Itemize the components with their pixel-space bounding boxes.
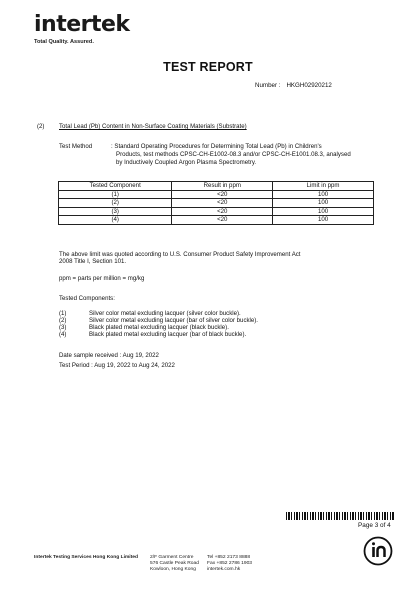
report-title: TEST REPORT (163, 60, 253, 74)
component-text: Black plated metal excluding lacquer (black buckle). (89, 324, 229, 331)
component-number: (1) (59, 310, 67, 317)
section-heading: Total Lead (Pb) Content in Non-Surface Coating Materials (Substrate) (59, 123, 247, 130)
results-table (58, 181, 374, 225)
table-row (59, 199, 374, 208)
component-text: Black plated metal excluding lacquer (bar of black buckle). (89, 331, 247, 338)
footer-contact-line: Tel +852 2173 8888 (207, 555, 251, 560)
date-received: Date sample received : Aug 19, 2022 (59, 352, 159, 359)
limit-note-line-1: The above limit was quoted according to U.S. Consumer Product Safety Improvement Act (59, 251, 301, 258)
test-method-line-1: : Standard Operating Procedures for Determining Total Lead (Pb) in Children's (111, 143, 322, 150)
table-cell: 100 (273, 199, 374, 208)
table-cell: <20 (172, 207, 273, 216)
table-header-cell: Limit in ppm (273, 182, 374, 191)
intertek-badge-icon (363, 536, 393, 571)
footer-address-line: 576 Castle Peak Road (150, 561, 199, 566)
component-number: (4) (59, 331, 67, 338)
component-number: (3) (59, 324, 67, 331)
test-method-line-2: Products, test methods CPSC-CH-E1002-08.3 and/or CPSC-CH-E1001.08.3, analysed (116, 151, 351, 158)
test-method-label: Test Method (59, 143, 93, 150)
footer-contact (207, 555, 252, 573)
report-number (255, 82, 332, 89)
table-header-row (59, 182, 374, 191)
component-text: Silver color metal excluding lacquer (silver color buckle). (89, 310, 241, 317)
component-number: (2) (59, 317, 67, 324)
table-cell: 100 (273, 216, 374, 225)
limit-note-line-2: 2008 Title I, Section 101. (59, 258, 127, 265)
table-row (59, 207, 374, 216)
footer-company: Intertek Testing Services Hong Kong Limited (34, 555, 138, 560)
logo-tagline: Total Quality. Assured. (34, 39, 94, 45)
table-row (59, 190, 374, 199)
table-cell: <20 (172, 216, 273, 225)
footer-address (150, 555, 199, 573)
table-cell: <20 (172, 190, 273, 199)
page-indicator: Page 3 of 4 (358, 522, 391, 529)
table-cell: 100 (273, 207, 374, 216)
footer-contact-line: intertek.com.hk (207, 567, 241, 572)
component-item (59, 331, 246, 338)
ppm-definition: ppm = parts per million = mg/kg (59, 275, 145, 282)
barcode (286, 512, 394, 520)
table-cell: (4) (59, 216, 172, 225)
table-cell: (2) (59, 199, 172, 208)
test-period: Test Period : Aug 19, 2022 to Aug 24, 2022 (59, 362, 175, 369)
table-cell: (3) (59, 207, 172, 216)
section-index: (2) (37, 123, 45, 130)
footer-contact-line: Fax +852 2786 1903 (207, 561, 253, 566)
footer-address-line: 2/F Garment Centre (150, 555, 194, 560)
table-header-cell: Tested Component (59, 182, 172, 191)
component-text: Silver color metal excluding lacquer (bar of silver color buckle). (89, 317, 259, 324)
components-heading: Tested Components: (59, 295, 115, 302)
table-header-cell: Result in ppm (172, 182, 273, 191)
table-cell: (1) (59, 190, 172, 199)
logo-wordmark: intertek (34, 12, 130, 37)
report-number-value: HKGH02920212 (286, 82, 332, 89)
table-row (59, 216, 374, 225)
footer-address-line: Kowloon, Hong Kong (150, 567, 196, 572)
table-cell: 100 (273, 190, 374, 199)
report-number-label: Number : (255, 82, 281, 89)
intertek-logo (34, 14, 130, 45)
table-cell: <20 (172, 199, 273, 208)
test-method-line-3: by Inductively Coupled Argon Plasma Spectrometry. (116, 159, 257, 166)
